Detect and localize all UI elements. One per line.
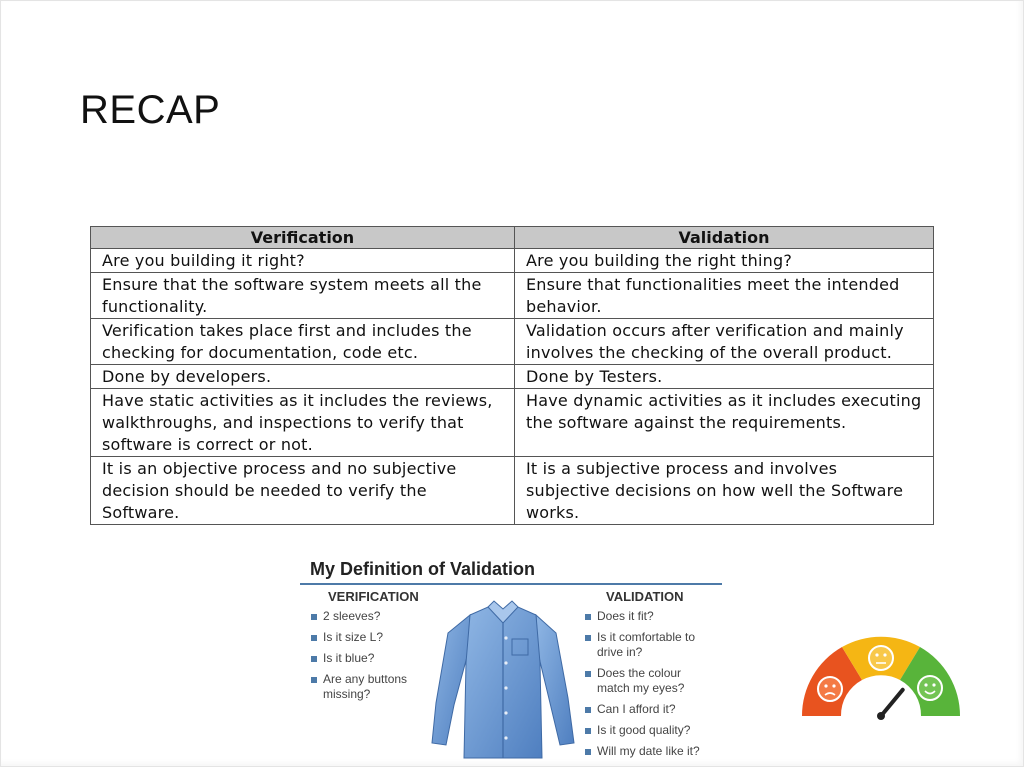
header-verification: Verification (91, 227, 515, 249)
table-header-row (91, 227, 934, 249)
validation-heading: VALIDATION (606, 589, 684, 604)
table-cell: Done by Testers. (515, 365, 934, 389)
table-cell: Ensure that the software system meets all the functionality. (91, 273, 515, 319)
table-row (91, 319, 934, 365)
table-row (91, 249, 934, 273)
header-validation: Validation (515, 227, 934, 249)
list-item: Is it good quality? (584, 723, 714, 738)
list-item: Will my date like it? (584, 744, 714, 759)
table-cell: It is an objective process and no subjective decision should be needed to verify the Software. (91, 457, 515, 525)
table-row (91, 457, 934, 525)
table-cell: Validation occurs after verification and mainly involves the checking of the overall product. (515, 319, 934, 365)
validation-list (584, 609, 714, 765)
table-cell: Are you building it right? (91, 249, 515, 273)
slide-title: RECAP (80, 88, 221, 132)
table-cell: Ensure that functionalities meet the intended behavior. (515, 273, 934, 319)
infographic-divider (300, 583, 722, 585)
verification-list (310, 609, 430, 708)
list-item: Are any buttons missing? (310, 672, 430, 702)
list-item: 2 sleeves? (310, 609, 430, 624)
table-cell: Verification takes place first and includes the checking for documentation, code etc. (91, 319, 515, 365)
list-item: Is it blue? (310, 651, 430, 666)
table-cell: Have dynamic activities as it includes executing the software against the requirements. (515, 389, 934, 457)
table-cell: It is a subjective process and involves subjective decisions on how well the Software works. (515, 457, 934, 525)
table-row (91, 389, 934, 457)
comparison-table (90, 226, 934, 525)
satisfaction-gauge-icon (798, 636, 964, 724)
list-item: Does the colour match my eyes? (584, 666, 714, 696)
table-row (91, 273, 934, 319)
gauge-needle (877, 690, 903, 720)
infographic-title: My Definition of Validation (310, 559, 535, 579)
table-cell: Have static activities as it includes the reviews, walkthroughs, and inspections to verify that software is correct or not. (91, 389, 515, 457)
validation-infographic (300, 555, 724, 765)
table-cell: Done by developers. (91, 365, 515, 389)
list-item: Can I afford it? (584, 702, 714, 717)
verification-heading: VERIFICATION (328, 589, 419, 604)
list-item: Is it comfortable to drive in? (584, 630, 714, 660)
shirt-icon (428, 593, 578, 763)
table-cell: Are you building the right thing? (515, 249, 934, 273)
list-item: Is it size L? (310, 630, 430, 645)
table-row (91, 365, 934, 389)
list-item: Does it fit? (584, 609, 714, 624)
